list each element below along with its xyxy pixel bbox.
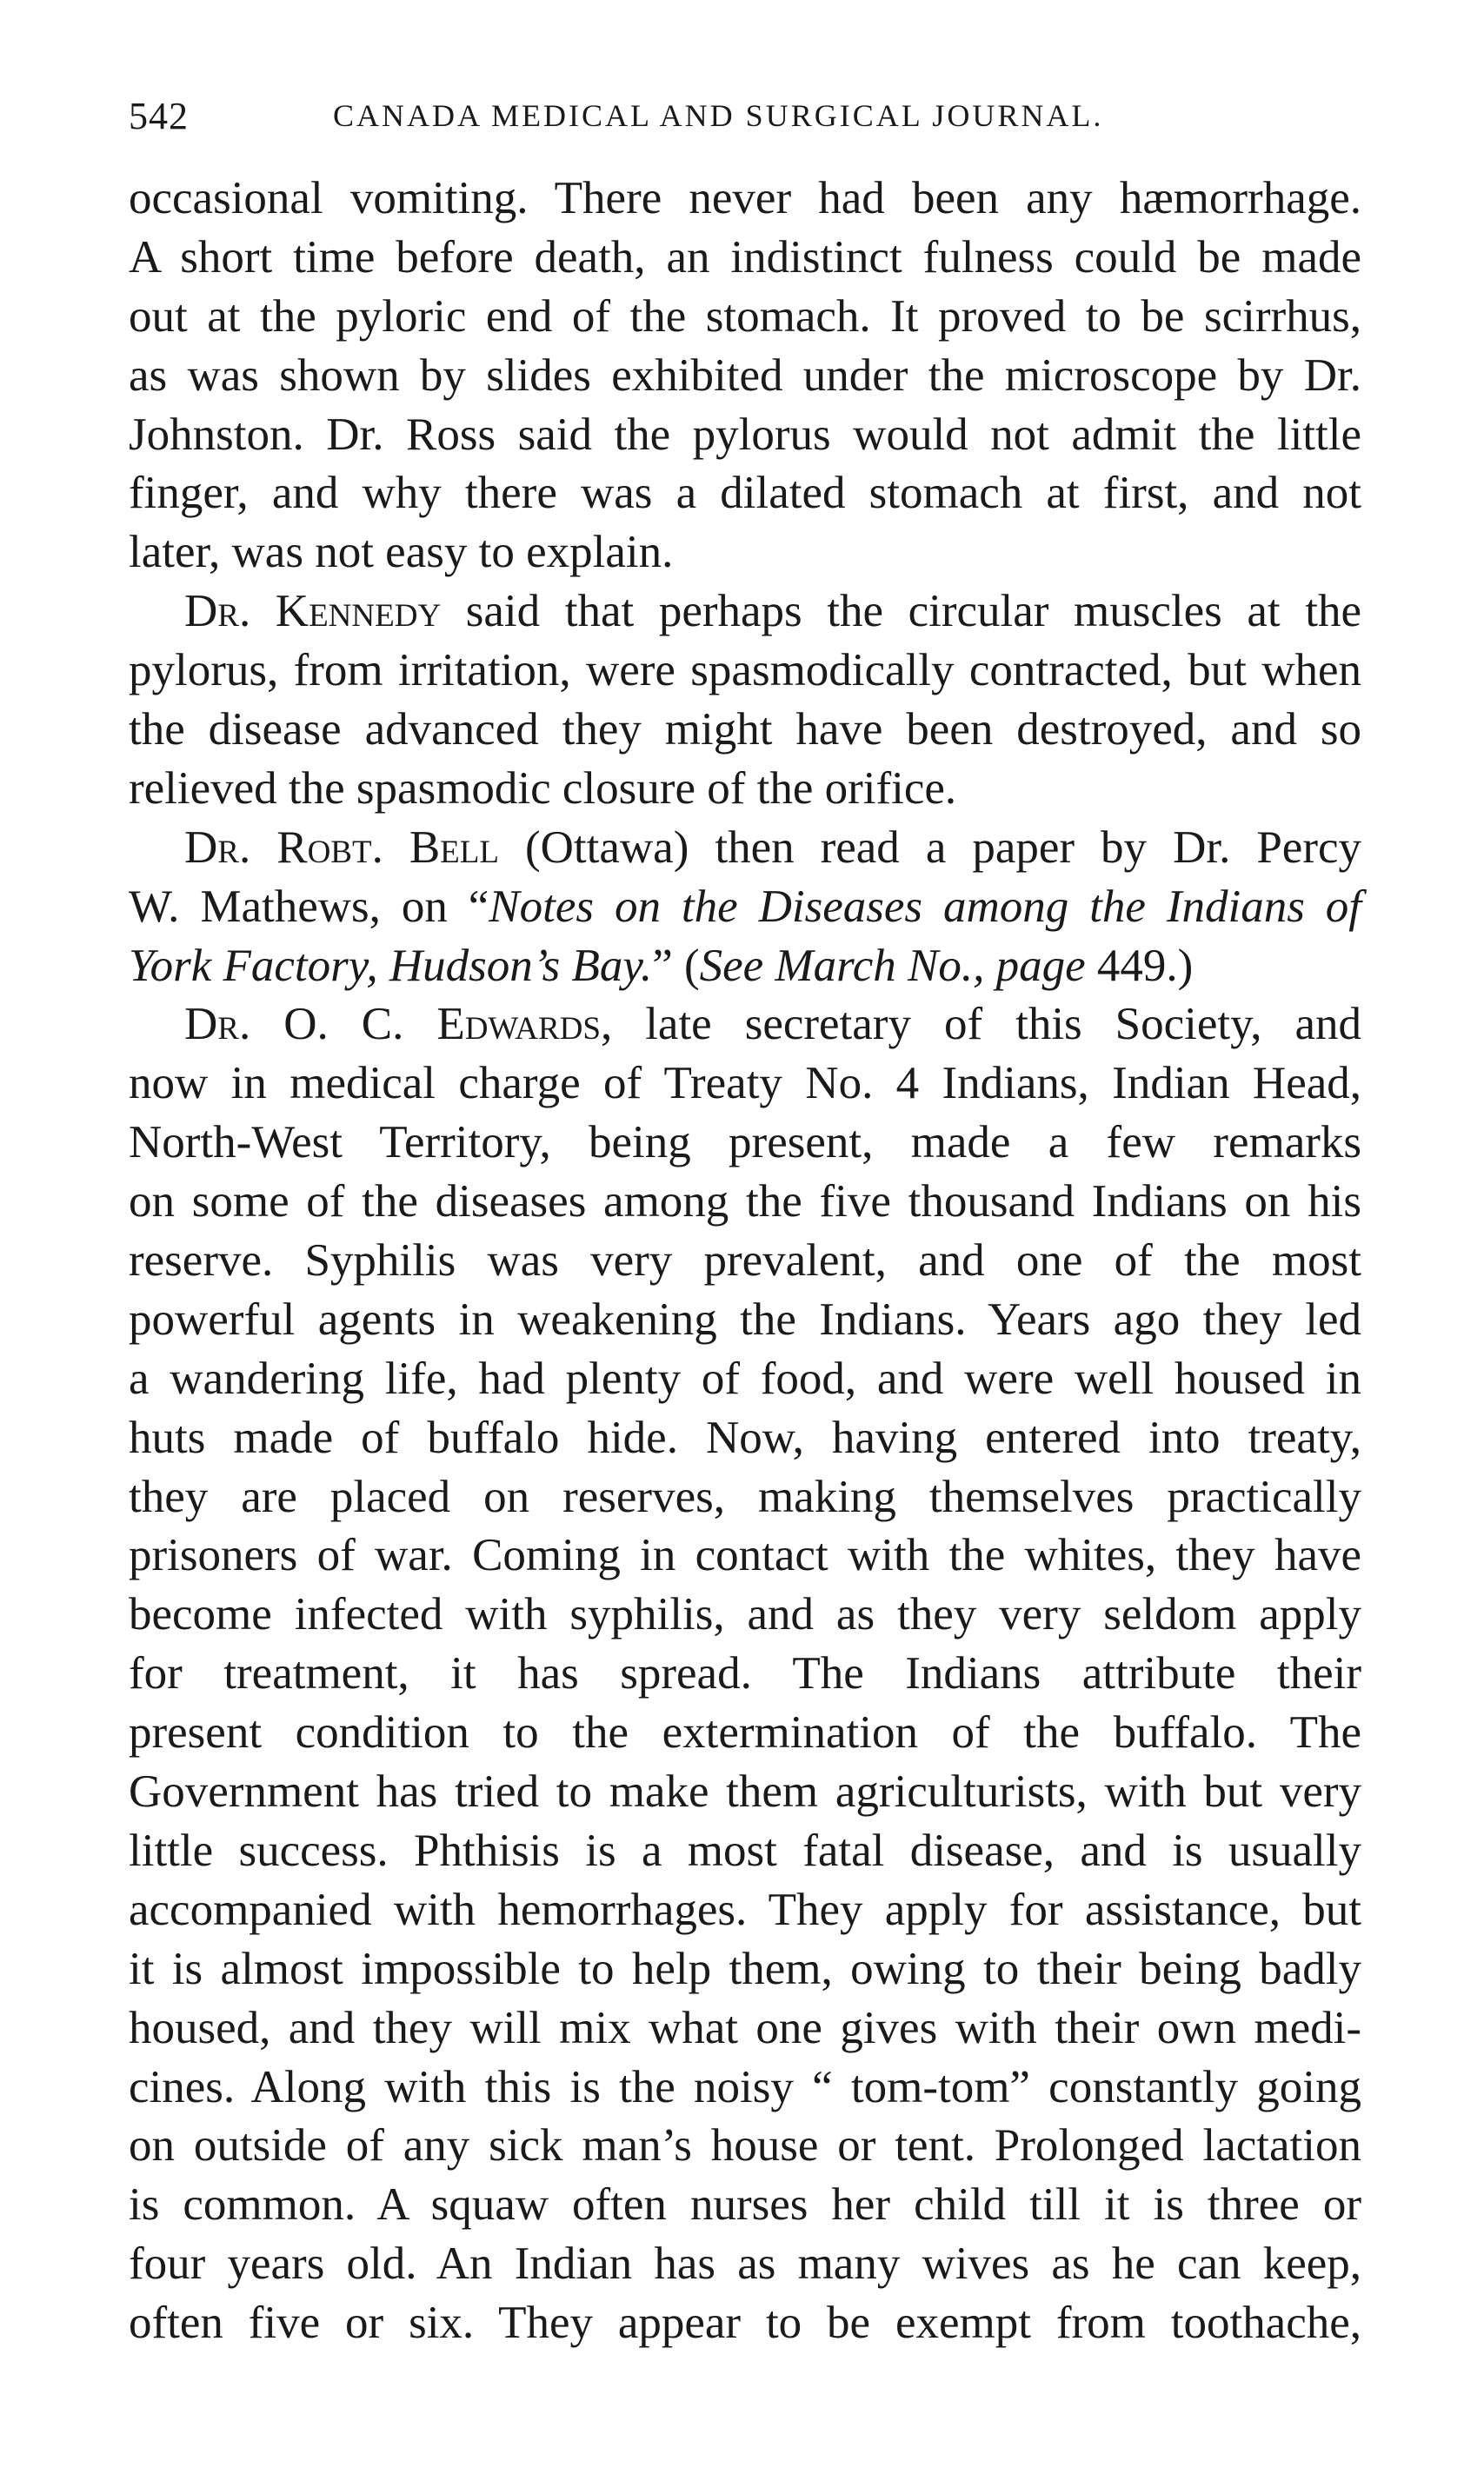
paragraph-edwards bbox=[129, 995, 1361, 2352]
text-line: huts made of buffalo hide. Now, having entered into treaty, bbox=[129, 1412, 1361, 1463]
text-line: Dr. Robt. Bell (Ottawa) then read a paper by Dr. Percy bbox=[184, 821, 1361, 873]
paragraph-bell bbox=[129, 819, 1361, 996]
text-line: on some of the diseases among the five thousand Indians on his bbox=[129, 1176, 1361, 1227]
text-line: as was shown by slides exhibited under the microscope by Dr. bbox=[129, 349, 1361, 401]
text-line: housed, and they will mix what one gives with their own medi- bbox=[129, 2002, 1361, 2053]
text-line: Johnston. Dr. Ross said the pylorus would not admit the little bbox=[129, 409, 1361, 460]
body-text bbox=[129, 170, 1361, 2353]
text-line: on outside of any sick man’s house or tent. Prolonged lactation bbox=[129, 2120, 1361, 2172]
text-line: it is almost impossible to help them, owing to their being badly bbox=[129, 1943, 1361, 1994]
text-line: accompanied with hemorrhages. They apply for assistance, but bbox=[129, 1884, 1361, 1935]
text-line: they are placed on reserves, making themselves practically bbox=[129, 1471, 1361, 1522]
text-line: for treatment, it has spread. The Indians attribute their bbox=[129, 1648, 1361, 1699]
text-line: present condition to the extermination of the buffalo. The bbox=[129, 1707, 1361, 1759]
cross-reference: See March No., page bbox=[699, 940, 1086, 991]
text-line: become infected with syphilis, and as they very seldom apply bbox=[129, 1589, 1361, 1640]
text-line: often five or six. They appear to be exempt from toothache, bbox=[129, 2298, 1361, 2349]
text-line: cines. Along with this is the noisy “ tom-tom” constantly going bbox=[129, 2061, 1361, 2112]
text-line: pylorus, from irritation, were spasmodically contracted, but when bbox=[129, 645, 1361, 696]
text-line: prisoners of war. Coming in contact with the whites, they have bbox=[129, 1530, 1361, 1581]
text-line: out at the pyloric end of the stomach. It proved to be scirrhus, bbox=[129, 290, 1361, 342]
text-line: powerful agents in weakening the Indians. Years ago they led bbox=[129, 1294, 1361, 1345]
text-line: the disease advanced they might have been destroyed, and so bbox=[129, 704, 1361, 755]
running-head bbox=[129, 94, 1363, 155]
text-line: Government has tried to make them agriculturists, with but very bbox=[129, 1766, 1361, 1818]
text-line: little success. Phthisis is a most fatal disease, and is usually bbox=[129, 1825, 1361, 1876]
text-line: relieved the spasmodic closure of the orifice. bbox=[129, 762, 957, 814]
text-line: York Factory, Hudson’s Bay.” (See March No., page 449.) bbox=[129, 940, 1194, 991]
text-line: now in medical charge of Treaty No. 4 Indians, Indian Head, bbox=[129, 1058, 1361, 1109]
paper-title: Notes on the Diseases among the Indians of bbox=[489, 881, 1361, 932]
speaker-name: Dr. Robt. Bell bbox=[184, 821, 499, 873]
text-line: Dr. O. C. Edwards, late secretary of this Society, and bbox=[184, 999, 1361, 1050]
page-number: 542 bbox=[129, 95, 189, 137]
text-line: a wandering life, had plenty of food, and were well housed in bbox=[129, 1353, 1361, 1404]
text-line: occasional vomiting. There never had been any hæmorrhage. bbox=[129, 173, 1361, 223]
text-line: four years old. An Indian has as many wives as he can keep, bbox=[129, 2238, 1361, 2290]
journal-title: CANADA MEDICAL AND SURGICAL JOURNAL. bbox=[333, 98, 1104, 133]
text-line: W. Mathews, on “Notes on the Diseases among the Indians of bbox=[129, 881, 1361, 932]
paragraph-case-report bbox=[129, 170, 1361, 582]
paper-title: York Factory, Hudson’s Bay. bbox=[129, 940, 653, 991]
text-line: Dr. Kennedy said that perhaps the circular muscles at the bbox=[184, 586, 1361, 637]
text-line: finger, and why there was a dilated stomach at first, and not bbox=[129, 468, 1361, 519]
speaker-name: Dr. Kennedy bbox=[184, 586, 442, 637]
text-line: A short time before death, an indistinct fulness could be made bbox=[129, 231, 1361, 283]
paragraph-kennedy bbox=[129, 582, 1361, 819]
text-line: is common. A squaw often nurses her child till it is three or bbox=[129, 2179, 1361, 2231]
text-line: later, was not easy to explain. bbox=[129, 527, 674, 578]
text-line: reserve. Syphilis was very prevalent, and one of the most bbox=[129, 1235, 1361, 1287]
text-line: North-West Territory, being present, made a few remarks bbox=[129, 1117, 1361, 1168]
speaker-name: Dr. O. C. Edwards bbox=[184, 999, 601, 1050]
